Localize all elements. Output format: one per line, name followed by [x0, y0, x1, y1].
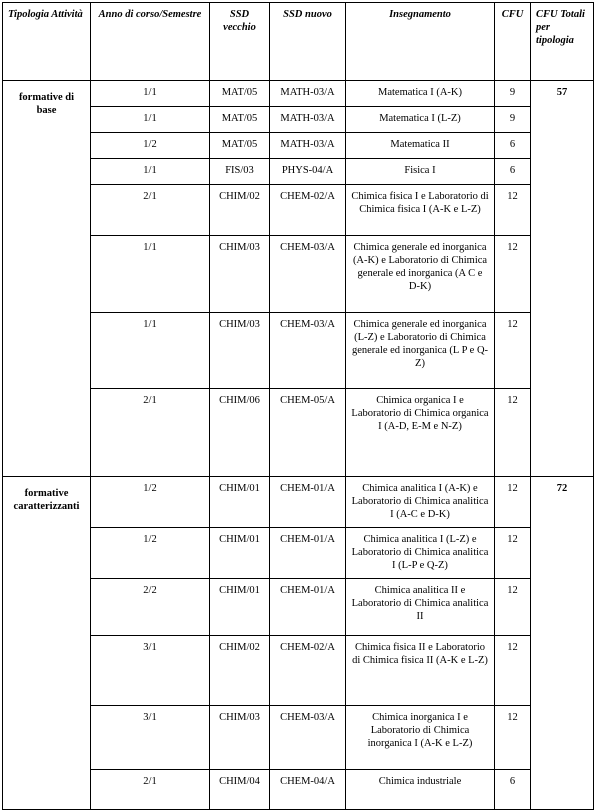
- table-row: [3, 706, 594, 770]
- ssd-vecchio-cell: CHIM/02: [210, 185, 270, 236]
- cfu-cell: 12: [495, 185, 531, 236]
- header-cfu: CFU: [495, 3, 531, 81]
- anno-cell: 2/1: [91, 389, 210, 477]
- cfu-cell: 6: [495, 770, 531, 810]
- cfu-totali-cell: 72: [531, 477, 594, 810]
- ssd-vecchio-cell: CHIM/01: [210, 579, 270, 636]
- cfu-cell: 12: [495, 579, 531, 636]
- anno-cell: 1/1: [91, 81, 210, 107]
- ssd-nuovo-cell: MATH-03/A: [270, 133, 346, 159]
- ssd-nuovo-cell: CHEM-02/A: [270, 636, 346, 706]
- insegnamento-cell: Chimica fisica II e Laboratorio di Chimica fisica II (A-K e L-Z): [346, 636, 495, 706]
- table-row: [3, 107, 594, 133]
- anno-cell: 1/2: [91, 477, 210, 528]
- insegnamento-cell: Chimica inorganica I e Laboratorio di Chimica inorganica I (A-K e L-Z): [346, 706, 495, 770]
- cfu-cell: 6: [495, 133, 531, 159]
- header-ssd-vecchio: SSD vecchio: [210, 3, 270, 81]
- table-row: [3, 528, 594, 579]
- tipologia-cell: formative di base: [3, 81, 91, 477]
- course-table: [2, 2, 594, 810]
- cfu-cell: 12: [495, 236, 531, 313]
- header-anno: Anno di corso/Semestre: [91, 3, 210, 81]
- table-row: [3, 770, 594, 810]
- insegnamento-cell: Chimica analitica I (L-Z) e Laboratorio di Chimica analitica I (L-P e Q-Z): [346, 528, 495, 579]
- anno-cell: 2/1: [91, 770, 210, 810]
- cfu-cell: 9: [495, 81, 531, 107]
- insegnamento-cell: Chimica fisica I e Laboratorio di Chimica fisica I (A-K e L-Z): [346, 185, 495, 236]
- ssd-nuovo-cell: CHEM-05/A: [270, 389, 346, 477]
- ssd-nuovo-cell: CHEM-01/A: [270, 477, 346, 528]
- table-row: [3, 477, 594, 528]
- table-row: [3, 313, 594, 389]
- ssd-vecchio-cell: CHIM/03: [210, 706, 270, 770]
- header-cfu-totali: CFU Totali per tipologia: [531, 3, 594, 81]
- insegnamento-cell: Chimica analitica I (A-K) e Laboratorio di Chimica analitica I (A-C e D-K): [346, 477, 495, 528]
- ssd-vecchio-cell: CHIM/03: [210, 313, 270, 389]
- insegnamento-cell: Chimica industriale: [346, 770, 495, 810]
- anno-cell: 3/1: [91, 706, 210, 770]
- ssd-vecchio-cell: FIS/03: [210, 159, 270, 185]
- insegnamento-cell: Chimica organica I e Laboratorio di Chimica organica I (A-D, E-M e N-Z): [346, 389, 495, 477]
- anno-cell: 1/2: [91, 528, 210, 579]
- table-row: [3, 81, 594, 107]
- ssd-vecchio-cell: MAT/05: [210, 133, 270, 159]
- header-row: [3, 3, 594, 81]
- cfu-totali-cell: 57: [531, 81, 594, 477]
- anno-cell: 2/1: [91, 185, 210, 236]
- table-row: [3, 133, 594, 159]
- ssd-nuovo-cell: CHEM-02/A: [270, 185, 346, 236]
- ssd-vecchio-cell: MAT/05: [210, 81, 270, 107]
- header-ssd-nuovo: SSD nuovo: [270, 3, 346, 81]
- cfu-cell: 12: [495, 636, 531, 706]
- ssd-nuovo-cell: CHEM-03/A: [270, 313, 346, 389]
- insegnamento-cell: Matematica I (A-K): [346, 81, 495, 107]
- ssd-nuovo-cell: CHEM-01/A: [270, 579, 346, 636]
- ssd-vecchio-cell: CHIM/06: [210, 389, 270, 477]
- header-tipologia: Tipologia Attività: [3, 3, 91, 81]
- ssd-nuovo-cell: CHEM-03/A: [270, 706, 346, 770]
- cfu-cell: 9: [495, 107, 531, 133]
- anno-cell: 2/2: [91, 579, 210, 636]
- ssd-vecchio-cell: CHIM/03: [210, 236, 270, 313]
- insegnamento-cell: Chimica generale ed inorganica (L-Z) e Laboratorio di Chimica generale ed inorganica (L P e Q-Z): [346, 313, 495, 389]
- ssd-vecchio-cell: CHIM/01: [210, 477, 270, 528]
- ssd-vecchio-cell: MAT/05: [210, 107, 270, 133]
- ssd-nuovo-cell: MATH-03/A: [270, 107, 346, 133]
- cfu-cell: 12: [495, 313, 531, 389]
- insegnamento-cell: Chimica analitica II e Laboratorio di Chimica analitica II: [346, 579, 495, 636]
- ssd-vecchio-cell: CHIM/02: [210, 636, 270, 706]
- cfu-cell: 12: [495, 389, 531, 477]
- table-row: [3, 236, 594, 313]
- insegnamento-cell: Chimica generale ed inorganica (A-K) e Laboratorio di Chimica generale ed inorganica (A C e D-K): [346, 236, 495, 313]
- cfu-cell: 12: [495, 706, 531, 770]
- insegnamento-cell: Matematica II: [346, 133, 495, 159]
- anno-cell: 1/1: [91, 313, 210, 389]
- tipologia-cell: formative caratterizzanti: [3, 477, 91, 810]
- header-insegnamento: Insegnamento: [346, 3, 495, 81]
- ssd-nuovo-cell: CHEM-04/A: [270, 770, 346, 810]
- anno-cell: 3/1: [91, 636, 210, 706]
- ssd-nuovo-cell: PHYS-04/A: [270, 159, 346, 185]
- table-row: [3, 185, 594, 236]
- table-row: [3, 389, 594, 477]
- cfu-cell: 12: [495, 477, 531, 528]
- anno-cell: 1/2: [91, 133, 210, 159]
- ssd-nuovo-cell: CHEM-01/A: [270, 528, 346, 579]
- insegnamento-cell: Matematica I (L-Z): [346, 107, 495, 133]
- ssd-vecchio-cell: CHIM/01: [210, 528, 270, 579]
- cfu-cell: 6: [495, 159, 531, 185]
- ssd-nuovo-cell: CHEM-03/A: [270, 236, 346, 313]
- table-row: [3, 579, 594, 636]
- ssd-nuovo-cell: MATH-03/A: [270, 81, 346, 107]
- table-row: [3, 636, 594, 706]
- anno-cell: 1/1: [91, 159, 210, 185]
- table-row: [3, 159, 594, 185]
- insegnamento-cell: Fisica I: [346, 159, 495, 185]
- anno-cell: 1/1: [91, 236, 210, 313]
- anno-cell: 1/1: [91, 107, 210, 133]
- ssd-vecchio-cell: CHIM/04: [210, 770, 270, 810]
- cfu-cell: 12: [495, 528, 531, 579]
